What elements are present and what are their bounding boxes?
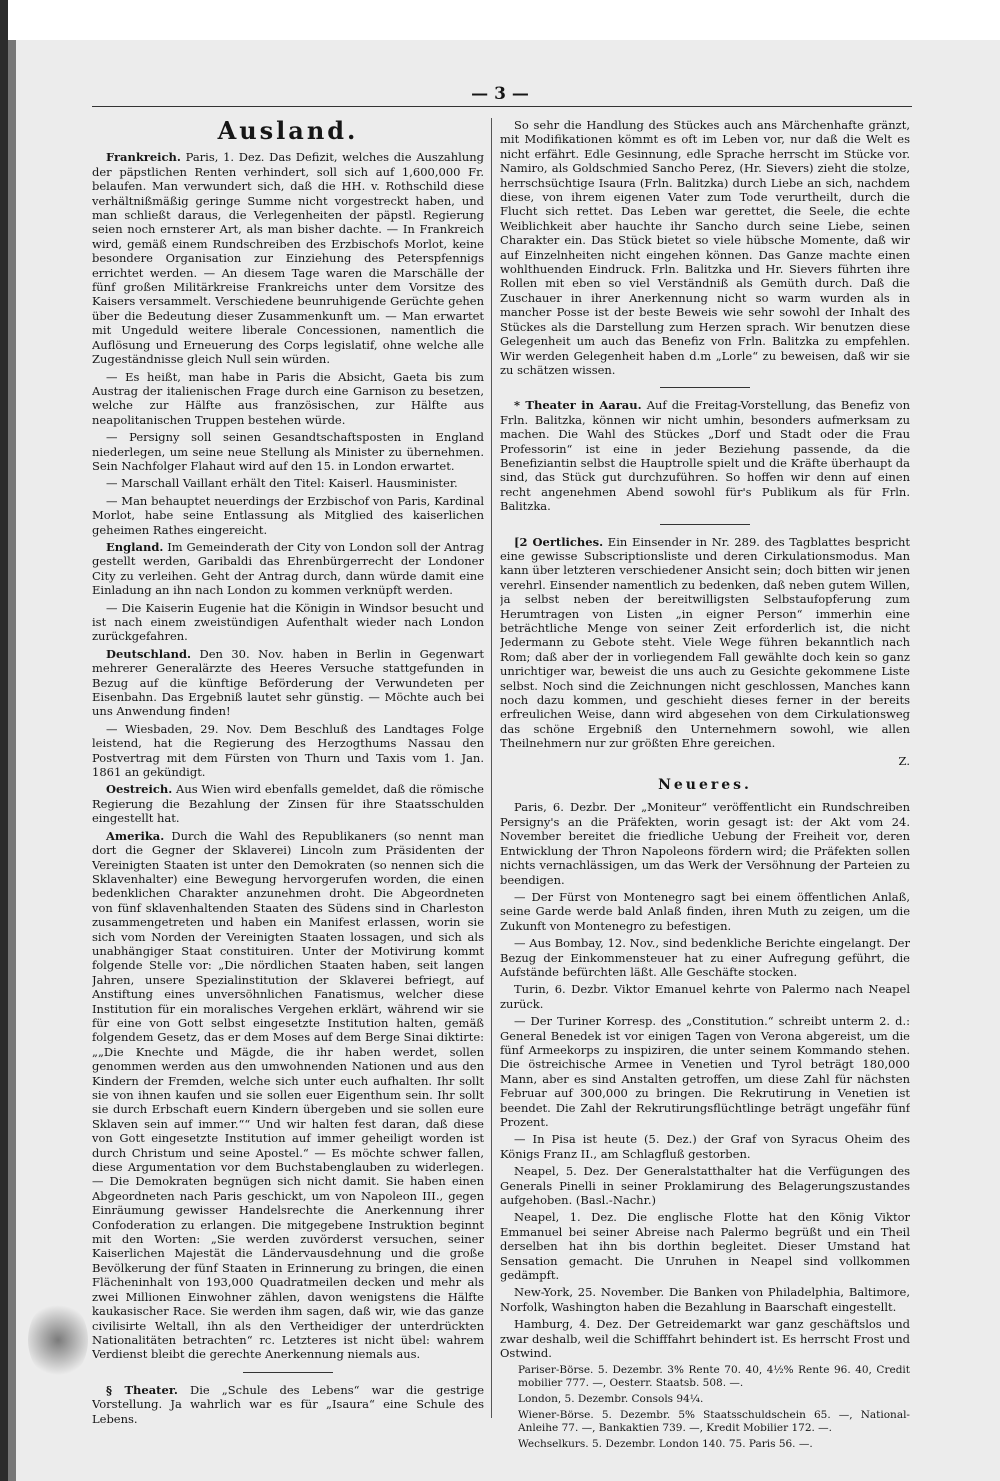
article-paragraph [92,601,484,644]
market-line: Wechselkurs. 5. Dezembr. London 140. 75. Paris 56. —. [518,1437,813,1450]
article-paragraph [92,370,484,428]
article-text: Im Gemeinderath der City von London soll der Antrag gestellt werden, Garibaldi das Ehrenbürgerrecht der Londoner City zu verleihen. Geht der Antrag durch, dann würde damit eine Einladung an ihn nach London zu kommen verknüpft werden. [92,539,484,598]
article-paragraph [92,476,484,490]
market-reports [500,1364,910,1451]
article-paragraph [92,1383,484,1426]
news-item: — Der Turiner Korresp. des „Constitution.“ schreibt unterm 2. d.: General Benedek ist vor einigen Tagen von Verona abgereist, um die fünf Armeekorps zu inspiziren, die unter seinem Kommando stehen. Die östreichische Armee in Venetien und Tyrol beträgt 180,000 Mann, aber es sind Anstalten getroffen, um diese Zahl für nächsten Februar auf 300,000 zu bringen. Die Rekrutirung in Venetien ist beendet. Die Zahl der Rekrutirungsflüchtlinge beträgt ungefähr fünf Prozent. [500,1014,910,1129]
article-aarau [500,398,910,513]
article-text: Die „Schule des Lebens“ war die gestrige Vorstellung. Ja wahrlich war es für „Isaura“ eine Schule des Lebens. [92,1382,484,1426]
article-paragraph [92,494,484,537]
article-paragraph [92,150,484,366]
page-number: — 3 — [471,84,529,104]
article-oertliches [500,535,910,751]
column-divider [491,118,492,1418]
article-paragraph [92,829,484,1362]
article-text: Paris, 1. Dez. Das Defizit, welches die Auszahlung der päpstlichen Renten verhindert, soll sich auf 1,600,000 Fr. belaufen. Man verwundert sich, daß die HH. v. Rothschild diese verhältnißmäßig geringe Summe nicht vorgestreckt haben, und man schließt daraus, die Verlegenheiten der päpstl. Regierung seien noch ernsterer Art, als man bisher dachte. — In Frankreich wird, gemäß einem Rundschreiben des Erzbischofs Morlot, keine besondere Organisation zur Einziehung des Peterspfennigs errichtet werden. — An diesem Tage waren die Marschälle der fünf großen Militärkreise Frankreichs unter dem Vorsitze des Kaisers versammelt. Verschiedene beunruhigende Gerüchte gehen über die Bedeutung dieser Zusammenkunft um. — Man erwartet mit Ungeduld weitere liberale Concessionen, namentlich die Auflösung und Erneuerung des Corps legislatif, ohne welche alle Zugeständnisse gleich Null sein würden. [92,150,484,367]
article-keyword: * Theater in Aarau. [514,398,642,413]
news-item: — In Pisa ist heute (5. Dez.) der Graf von Syracus Oheim des Königs Franz II., am Schlagfluß gestorben. [500,1132,910,1161]
article-text: Den 30. Nov. haben in Berlin in Gegenwart mehrerer Generalärzte des Heeres Versuche stattgefunden in Bezug auf die künftige Beförderung der Verwundeten per Eisenbahn. Das Ergebniß lautet sehr günstig. — Möchte auch bei uns Anwendung finden! [92,646,484,719]
article-text: Ein Einsender in Nr. 289. des Tagblattes bespricht eine gewisse Subscriptionsliste und deren Cirkulationsmodus. Man kann über letzteren verschiedener Ansicht sein; doch bitten wir jenen verehrl. Einsender namentlich zu bedenken, daß neben gutem Willen, ja selbst neben der bereitwilligsten Selbstaufopferung zum Herumtragen von Listen „in eigner Person“ immerhin eine beträchtliche Menge von seiner Zeit erforderlich ist, die nicht Jedermann zu Gebote steht. Viele Wege führen bekanntlich nach Rom; daß aber der in vorliegendem Fall gewählte doch kein so ganz unrichtiger war, beweist die uns auch zu Gesichte gekommene Liste selbst. Noch sind die Zeichnungen nicht geschlossen, Manches kann noch dazu kommen, und geschieht dieses ferner in der bereits erfreulichen Weise, dann wird abgesehen von dem Cirkulationsweg das schöne Ergebniß den Unternehmern sowohl, wie allen Theilnehmern nur zur größten Ehre gereichen. [500,534,910,751]
article-keyword: [2 Oertliches. [514,534,604,549]
article-paragraph [92,722,484,780]
separator [243,1372,333,1373]
signature: Z. [898,753,910,768]
article-paragraph [92,430,484,473]
left-articles [92,150,484,1426]
neueres-articles [500,800,910,1360]
news-item: Turin, 6. Dezbr. Viktor Emanuel kehrte von Palermo nach Neapel zurück. [500,982,910,1011]
market-line: Wiener-Börse. 5. Dezembr. 5% Staatsschuldschein 65. —, National-Anleihe 77. —, Bankaktien 739. —, Kredit Mobilier 172. —. [518,1408,910,1434]
scan-edge [0,0,8,1481]
header-rule [92,106,912,107]
news-item: — Aus Bombay, 12. Nov., sind bedenkliche Berichte eingelangt. Der Bezug der Einkommensteuer hat zu einer Aufregung geführt, die Aufstände befürchten läßt. Alle Geschäfte stocken. [500,936,910,979]
news-item: Paris, 6. Dezbr. Der „Moniteur“ veröffentlicht ein Rundschreiben Persigny's an die Präfekten, worin gesagt ist: der Akt vom 24. November bereitet die friedliche Uebung der Freiheit vor, deren Entwicklung der Thron Napoleons fördern wird; die Präfekten sollen nichts vernachlässigen, um das Werk der Versöhnung der Parteien zu beendigen. [500,800,910,887]
news-item: Hamburg, 4. Dez. Der Getreidemarkt war ganz geschäftslos und zwar deshalb, weil die Schifffahrt behindert ist. Es herrscht Frost und Ostwind. [500,1317,910,1361]
news-item: — Der Fürst von Montenegro sagt bei einem öffentlichen Anlaß, seine Garde werde bald Anlaß finden, ihren Muth zu zeigen, um die Zukunft von Montenegro zu befestigen. [500,889,910,933]
article-text: — Es heißt, man habe in Paris die Absicht, Gaeta bis zum Austrag der italienischen Frage durch eine Garnison zu besetzen, welche zur Hälfte aus französischen, zur Hälfte aus neapolitanischen Truppen bestehen würde. [92,369,484,427]
section-heading-ausland: Ausland. [217,118,359,145]
news-item: Neapel, 1. Dez. Die englische Flotte hat den König Viktor Emmanuel bei seiner Abreise nach Palermo begrüßt und ein Theil derselben hat ihn bis dorthin begleitet. Dieser Umstand hat Sensation gemacht. Die Unruhen in Neapel sind vollkommen gedämpft. [500,1210,910,1283]
article-keyword: Deutschland. [106,646,192,661]
separator [660,524,750,525]
article-keyword: § Theater. [106,1382,178,1397]
section-heading-neueres: Neueres. [658,777,752,794]
article-text: — Wiesbaden, 29. Nov. Dem Beschluß des Landtages Folge leistend, hat die Regierung des Herzogthums Nassau den Postvertrag mit dem Fürsten von Thurn und Taxis vom 1. Jan. 1861 an gekündigt. [92,721,484,780]
article-text: Auf die Freitag-Vorstellung, das Benefiz von Frln. Balitzka, können wir nicht umhin, besonders aufmerksam zu machen. Die Wahl des Stückes „Dorf und Stadt oder die Frau Professorin“ ist eine in jeder Beziehung passende, da die Benefiziantin selbst die Hauptrolle spielt und die Kräfte überhaupt da sind, das Stück gut durchzuführen. So hoffen wir denn auf einen recht angenehmen Abend sowohl für's Publikum als für Frln. Balitzka. [500,398,910,514]
article-keyword: Amerika. [106,828,165,843]
right-column [500,118,910,1481]
article-paragraph [92,540,484,598]
theater-continued: So sehr die Handlung des Stückes auch ans Märchenhafte gränzt, mit Modifikationen kömmt es oft im Leben vor, nur daß die Welt es nicht erfährt. Edle Gesinnung, edle Sprache herrscht im Stücke vor. Namiro, als Goldschmied Sancho Perez, (Hr. Sievers) zieht die stolze, herrschsüchtige Isaura (Frln. Balitzka) durch Liebe an sich, nachdem diese, von ihrem eigenen Vater zum Tode verurtheilt, durch die Flucht sich rettet. Das Leben war gerettet, die Seele, die echte Weiblichkeit aber hauchte ihr Sancho durch seine Liebe, seinen Charakter ein. Das Stück bietet so viele hübsche Momente, daß wir auf Einzelnheiten nicht eingehen können. Das Ganze machte einen wohlthuenden Eindruck. Frln. Balitzka und Hr. Sievers führten ihre Rollen mit eben so viel Verständniß als Gemüth durch. Daß die Zuschauer in ihrer Anerkennung nicht so warm wurden als in mancher Posse ist der beste Beweis wie sehr sowohl der Inhalt des Stückes als die Darstellung zum Herzen sprach. Wir benutzen diese Gelegenheit um auch das Benefiz von Frln. Balitzka zu empfehlen. Wir werden Gelegenheit haben d.m „Lorle“ zu beweisen, daß wir sie zu schätzen wissen. [500,118,910,377]
left-column [92,118,484,1481]
article-text: — Marschall Vaillant erhält den Titel: Kaiserl. Hausminister. [106,476,458,491]
article-text: — Die Kaiserin Eugenie hat die Königin in Windsor besucht und ist nach einem zweistündigen Aufenthalt wieder nach London zurückgefahren. [92,600,484,644]
ink-stain [28,1300,88,1380]
article-text: Aus Wien wird ebenfalls gemeldet, daß die römische Regierung die Bezahlung der Zinsen für ihre Staatsschulden eingestellt hat. [92,782,484,826]
scan-edge-shadow [8,40,16,1481]
market-line: Pariser-Börse. 5. Dezembr. 3% Rente 70. 40, 4½% Rente 96. 40, Credit mobilier 777. —, Oesterr. Staatsb. 508. —. [518,1363,910,1389]
article-text: — Persigny soll seinen Gesandtschaftsposten in England niederlegen, um seine neue Stellung als Minister zu übernehmen. Sein Nachfolger Flahaut wird auf den 15. in London erwartet. [92,430,484,473]
market-line: London, 5. Dezembr. Consols 94¼. [518,1392,704,1405]
separator [660,387,750,388]
article-keyword: Oestreich. [106,782,173,797]
article-keyword: Frankreich. [106,150,181,165]
article-text: — Man behauptet neuerdings der Erzbischof von Paris, Kardinal Morlot, habe seine Entlassung als Mitglied des kaiserlichen geheimen Rathes eingereicht. [92,493,484,537]
article-keyword: England. [106,539,164,554]
article-text: Durch die Wahl des Republikaners (so nennt man dort die Gegner der Sklaverei) Lincoln zum Präsidenten der Vereinigten Staaten ist unter den Demokraten (so nennen sich die Sklavenhalter) eine Bewegung hervorgerufen worden, die einen bedenklichen Charakter anzunehmen droht. Die Abgeordneten von fünf sklavenhaltenden Staaten des Südens sind in Charleston zusammengetreten und haben ein Manifest erlassen, worin sie sich vom Norden der Vereinigten Staaten lossagen, und sich als unabhängiger Staat constituiren. Unter der Motivirung kommt folgende Stelle vor: „Die nördlichen Staaten haben, seit langen Jahren, unsere Spezialinstitution der Sklaverei befriegt, auf Anstiftung eines unversöhnlichen Fanatismus, welcher diese Institution für ein moralisches Vergehen erklärt, während wir sie für eine von Gott selbst eingesetzte Institution halten, gemäß folgendem Gesetz, das er dem Moses auf dem Berge Sinai diktirte: „„Die Knechte und Mägde, die ihr haben werdet, sollen genommen werden aus den umwohnenden Nationen und aus den Kindern der Fremden, welche sich unter euch aufhalten. Ihr sollt sie von ihnen kaufen und sie sollen euer Eigenthum sein. Ihr sollt sie durch Erbschaft euern Kindern übergeben und sie sollen eure Sklaven sein auf immer.““ Und wir halten fest daran, daß diese von Gott eingesetzte Institution auf immer geheiligt worden ist durch Christum und seine Apostel.“ — Es möchte schwer fallen, diese Argumentation vor dem Buchstabenglauben zu widerlegen. — Die Demokraten begnügen sich nicht damit. Sie haben einen Abgeordneten nach Paris geschickt, um von Napoleon III., gegen Einräumung gewisser Handelsrechte die Anerkennung ihrer Confoderation zu erlangen. Die mitgegebene Instruktion beginnt mit den Worten: „Sie werden zuvörderst versuchen, seiner Kaiserlichen Majestät die Ländervausdehnung und die große Bevölkerung der fünf Staaten in Erinnerung zu bringen, die einen Flächeninhalt von 193,000 Quadratmeilen decken und mehr als zwei Millionen Einwohner zählen, davon wenigstens die Hälfte kaukasischer Race. Sie werden ihm sagen, daß wir, wie das ganze civilisirte Weltall, ihn als den Vertheidiger der unterdrückten Nationalitäten betrachten“ rc. Letzteres ist nicht übel: wahrem Verdienst bleibt die gerechte Anerkennung niemals aus. [92,828,484,1362]
article-paragraph [92,647,484,719]
news-item: New-York, 25. November. Die Banken von Philadelphia, Baltimore, Norfolk, Washington haben die Bezahlung in Baarschaft eingestellt. [500,1285,910,1314]
news-item: Neapel, 5. Dez. Der Generalstatthalter hat die Verfügungen des Generals Pinelli in seiner Proklamirung des Belagerungszustandes aufgehoben. (Basl.-Nachr.) [500,1164,910,1208]
article-paragraph [92,782,484,825]
